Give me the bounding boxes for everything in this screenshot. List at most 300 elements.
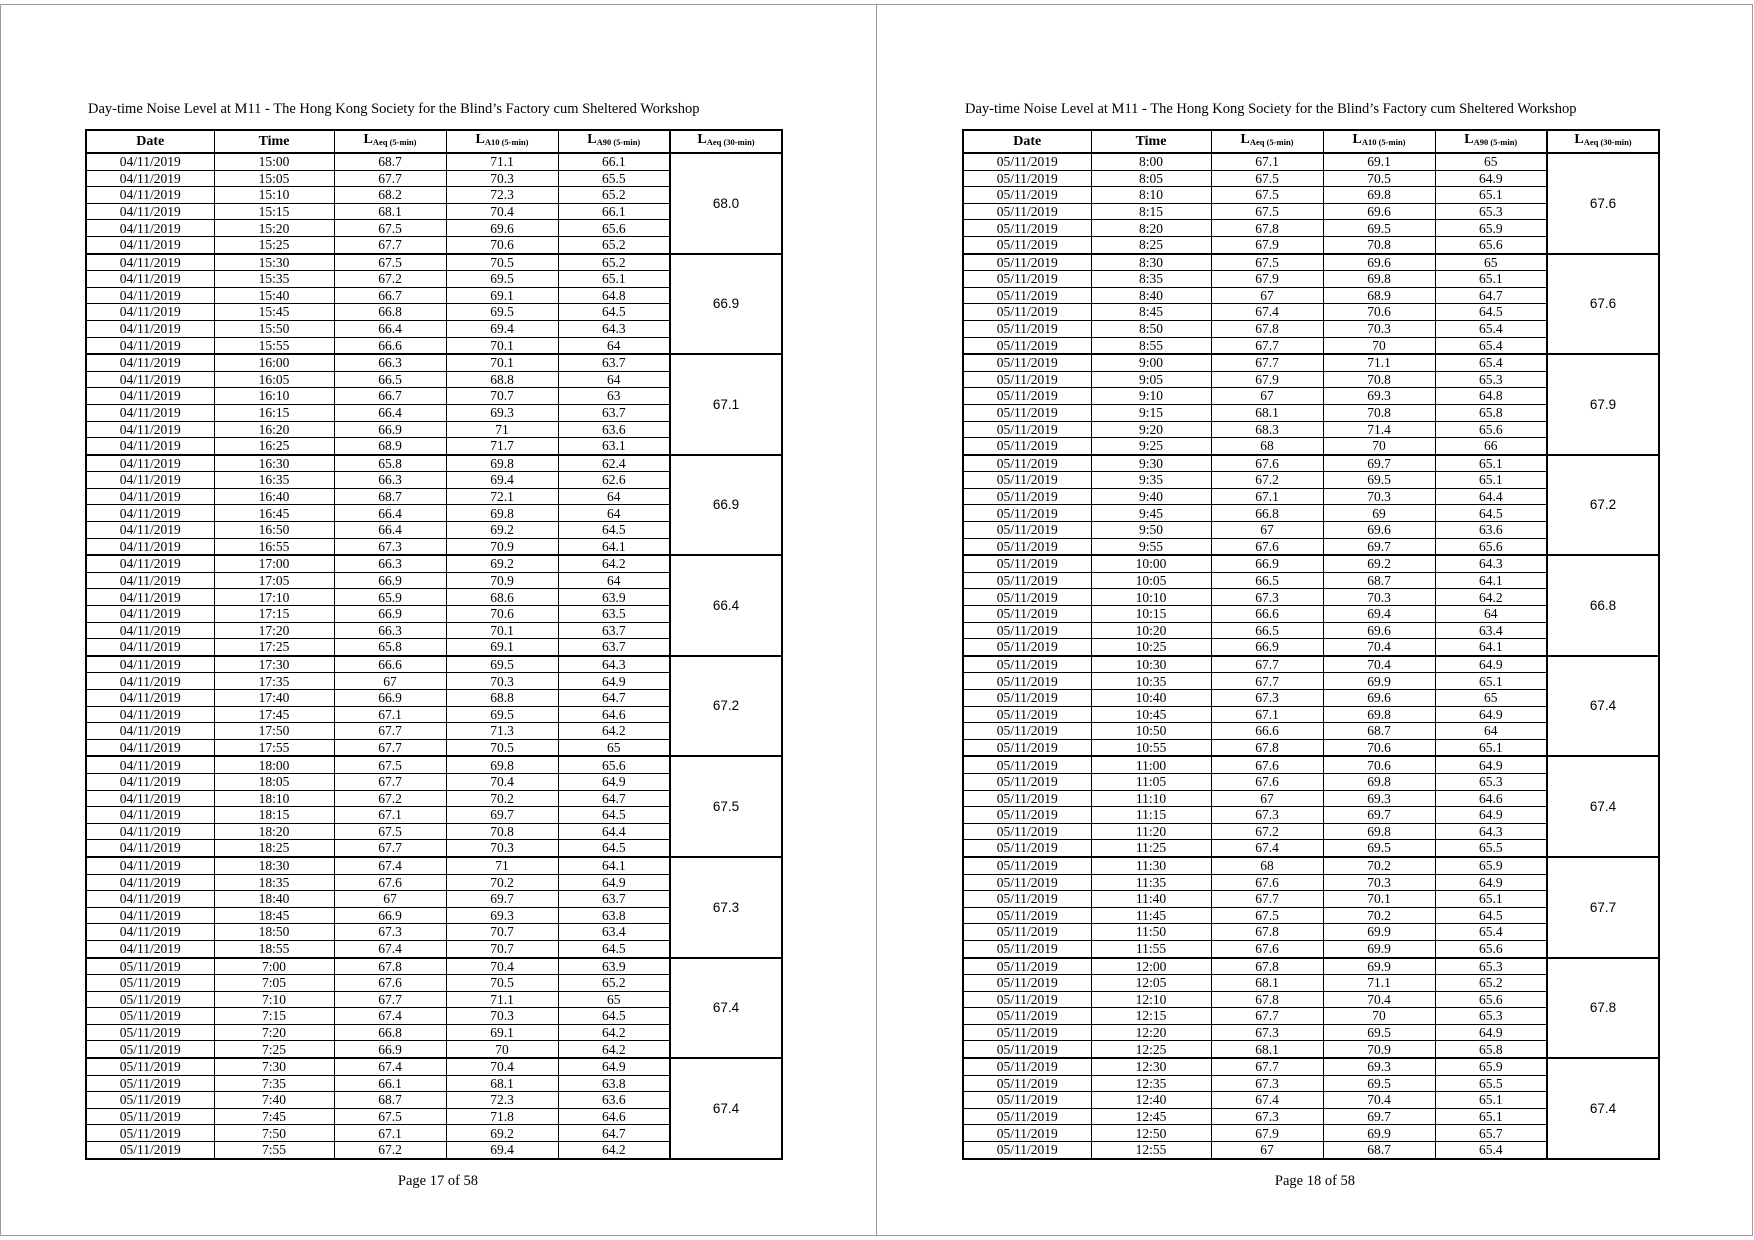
la90-5min-cell: 65: [558, 991, 670, 1008]
la90-5min-cell: 65.1: [1435, 673, 1547, 690]
date-cell: 04/11/2019: [86, 907, 214, 924]
time-cell: 16:15: [214, 404, 334, 421]
table-row: [963, 555, 1659, 572]
la90-5min-cell: 64.2: [558, 555, 670, 572]
laeq-30min-cell: 67.4: [1547, 756, 1659, 857]
la10-5min-cell: 69.5: [446, 656, 558, 673]
date-cell: 05/11/2019: [963, 337, 1091, 354]
la90-5min-cell: 65.3: [1435, 958, 1547, 975]
time-cell: 16:00: [214, 354, 334, 371]
la90-5min-cell: 65.1: [1435, 739, 1547, 756]
la90-5min-cell: 65.8: [1435, 1041, 1547, 1058]
date-cell: 04/11/2019: [86, 287, 214, 304]
la10-5min-cell: 69.9: [1323, 673, 1435, 690]
date-cell: 04/11/2019: [86, 874, 214, 891]
la90-5min-cell: 65.4: [1435, 924, 1547, 941]
date-cell: 04/11/2019: [86, 337, 214, 354]
date-cell: 05/11/2019: [86, 1108, 214, 1125]
la10-5min-cell: 70.9: [446, 572, 558, 589]
date-cell: 05/11/2019: [963, 1058, 1091, 1075]
la10-5min-cell: 69.9: [1323, 924, 1435, 941]
time-cell: 16:05: [214, 371, 334, 388]
la10-5min-cell: 72.1: [446, 488, 558, 505]
time-cell: 7:20: [214, 1024, 334, 1041]
date-cell: 05/11/2019: [963, 404, 1091, 421]
time-cell: 9:55: [1091, 538, 1211, 555]
la10-5min-cell: 68.7: [1323, 723, 1435, 740]
la10-5min-cell: 71.7: [446, 438, 558, 455]
la10-5min-cell: 69.5: [1323, 220, 1435, 237]
table-row: [86, 153, 782, 170]
time-cell: 16:40: [214, 488, 334, 505]
time-cell: 18:45: [214, 907, 334, 924]
la10-5min-cell: 70.7: [446, 388, 558, 405]
time-cell: 15:20: [214, 220, 334, 237]
laeq-5min-cell: 67.8: [334, 958, 446, 975]
date-cell: 05/11/2019: [963, 706, 1091, 723]
date-cell: 04/11/2019: [86, 220, 214, 237]
la10-5min-cell: 70.5: [446, 739, 558, 756]
time-cell: 10:15: [1091, 606, 1211, 623]
la90-5min-cell: 65.7: [1435, 1125, 1547, 1142]
time-cell: 8:25: [1091, 236, 1211, 253]
laeq-5min-cell: 67.8: [1211, 958, 1323, 975]
la90-5min-cell: 66.1: [558, 203, 670, 220]
laeq-5min-cell: 67.7: [1211, 337, 1323, 354]
la90-5min-cell: 64.5: [558, 940, 670, 957]
time-cell: 12:00: [1091, 958, 1211, 975]
la90-5min-cell: 64.9: [1435, 656, 1547, 673]
date-cell: 05/11/2019: [963, 1142, 1091, 1159]
time-cell: 9:05: [1091, 371, 1211, 388]
time-cell: 12:40: [1091, 1092, 1211, 1109]
laeq-5min-cell: 67: [334, 673, 446, 690]
table-row: [86, 1058, 782, 1075]
la10-5min-cell: 68.1: [446, 1075, 558, 1092]
laeq-5min-cell: 67: [1211, 388, 1323, 405]
la10-5min-cell: 72.3: [446, 1092, 558, 1109]
la90-5min-cell: 65.2: [1435, 975, 1547, 992]
la10-5min-cell: 69.8: [1323, 706, 1435, 723]
la10-5min-cell: 69.1: [446, 639, 558, 656]
date-cell: 05/11/2019: [963, 606, 1091, 623]
time-cell: 18:35: [214, 874, 334, 891]
laeq-5min-cell: 66.9: [334, 1041, 446, 1058]
laeq-5min-cell: 67.2: [1211, 823, 1323, 840]
laeq-5min-cell: 67.8: [1211, 739, 1323, 756]
time-cell: 11:30: [1091, 857, 1211, 874]
la90-5min-cell: 64.7: [1435, 287, 1547, 304]
date-cell: 04/11/2019: [86, 891, 214, 908]
la10-5min-cell: 69.5: [446, 271, 558, 288]
laeq-5min-cell: 66.6: [334, 656, 446, 673]
laeq-5min-cell: 66.6: [1211, 723, 1323, 740]
la90-5min-cell: 65.1: [1435, 1108, 1547, 1125]
la10-5min-cell: 70.7: [446, 924, 558, 941]
la90-5min-cell: 65.1: [1435, 455, 1547, 472]
page-17: [0, 0, 876, 1240]
la90-5min-cell: 64.5: [558, 1008, 670, 1025]
la10-5min-cell: 68.6: [446, 589, 558, 606]
laeq-30min-cell: 67.2: [1547, 455, 1659, 556]
la10-5min-cell: 69.5: [446, 304, 558, 321]
date-cell: 04/11/2019: [86, 236, 214, 253]
laeq-5min-cell: 66.5: [1211, 622, 1323, 639]
la90-5min-cell: 64: [1435, 606, 1547, 623]
time-cell: 10:50: [1091, 723, 1211, 740]
la90-5min-cell: 64.5: [1435, 907, 1547, 924]
la90-5min-cell: 64: [558, 371, 670, 388]
laeq-30min-cell: 67.6: [1547, 254, 1659, 355]
la90-5min-cell: 65.6: [558, 756, 670, 773]
date-header: Date: [86, 130, 214, 153]
laeq-5min-cell: 67.2: [334, 1142, 446, 1159]
la90-5min-cell: 64: [558, 337, 670, 354]
la90-5min-cell: 65.6: [1435, 940, 1547, 957]
noise-table: [962, 129, 1660, 1160]
la90-5min-cell: 64.3: [558, 656, 670, 673]
la10-5min-cell: 71.1: [1323, 975, 1435, 992]
table-title: Day-time Noise Level at M11 - The Hong Kong Society for the Blind’s Factory cum Sheltered Workshop: [965, 101, 1577, 117]
date-cell: 04/11/2019: [86, 723, 214, 740]
laeq-30min-cell: 67.4: [1547, 1058, 1659, 1159]
time-header: Time: [1091, 130, 1211, 153]
time-cell: 8:00: [1091, 153, 1211, 170]
la10-5min-cell: 69.8: [446, 756, 558, 773]
la90-5min-header: $L_{A90 (5-min)}$: [558, 130, 670, 153]
la90-5min-cell: 65.1: [558, 271, 670, 288]
date-cell: 05/11/2019: [86, 1142, 214, 1159]
laeq-5min-cell: 68.7: [334, 1092, 446, 1109]
laeq-5min-cell: 67.3: [334, 538, 446, 555]
laeq-5min-cell: 67.8: [1211, 320, 1323, 337]
la90-5min-cell: 63.7: [558, 354, 670, 371]
date-cell: 05/11/2019: [963, 522, 1091, 539]
date-cell: 05/11/2019: [963, 891, 1091, 908]
laeq-30min-cell: 67.7: [1547, 857, 1659, 958]
la10-5min-cell: 70.4: [1323, 639, 1435, 656]
date-cell: 05/11/2019: [86, 958, 214, 975]
time-cell: 16:10: [214, 388, 334, 405]
la10-5min-cell: 70.8: [446, 823, 558, 840]
la90-5min-cell: 65.2: [558, 187, 670, 204]
la10-5min-cell: 70: [1323, 438, 1435, 455]
laeq-5min-cell: 67.1: [1211, 488, 1323, 505]
date-cell: 04/11/2019: [86, 320, 214, 337]
la90-5min-cell: 64.2: [558, 1142, 670, 1159]
la90-5min-cell: 64.9: [1435, 1024, 1547, 1041]
time-cell: 11:35: [1091, 874, 1211, 891]
la10-5min-cell: 68.9: [1323, 287, 1435, 304]
la90-5min-cell: 65.4: [1435, 1142, 1547, 1159]
date-cell: 05/11/2019: [963, 639, 1091, 656]
laeq-30min-cell: 67.4: [670, 1058, 782, 1159]
table-row: [86, 455, 782, 472]
la10-5min-cell: 71.8: [446, 1108, 558, 1125]
laeq-5min-cell: 67.3: [1211, 690, 1323, 707]
date-header: Date: [963, 130, 1091, 153]
time-cell: 12:25: [1091, 1041, 1211, 1058]
date-cell: 05/11/2019: [963, 187, 1091, 204]
time-cell: 18:40: [214, 891, 334, 908]
laeq-5min-cell: 67.5: [1211, 170, 1323, 187]
date-cell: 04/11/2019: [86, 739, 214, 756]
laeq-5min-cell: 67.7: [1211, 656, 1323, 673]
date-cell: 05/11/2019: [963, 455, 1091, 472]
laeq-30min-cell: 67.6: [1547, 153, 1659, 254]
date-cell: 05/11/2019: [963, 203, 1091, 220]
la10-5min-cell: 69.3: [446, 404, 558, 421]
la90-5min-cell: 63.4: [558, 924, 670, 941]
time-cell: 12:45: [1091, 1108, 1211, 1125]
date-cell: 05/11/2019: [86, 1024, 214, 1041]
time-cell: 10:20: [1091, 622, 1211, 639]
date-cell: 05/11/2019: [963, 555, 1091, 572]
laeq-5min-cell: 67.3: [1211, 1075, 1323, 1092]
la90-5min-cell: 63.5: [558, 606, 670, 623]
laeq-5min-cell: 66.3: [334, 354, 446, 371]
time-cell: 10:05: [1091, 572, 1211, 589]
laeq-5min-cell: 67.7: [334, 170, 446, 187]
date-cell: 04/11/2019: [86, 371, 214, 388]
time-cell: 18:55: [214, 940, 334, 957]
time-cell: 15:25: [214, 236, 334, 253]
la10-5min-cell: 69.3: [1323, 1058, 1435, 1075]
la10-5min-cell: 69.5: [446, 706, 558, 723]
la10-5min-cell: 70.9: [1323, 1041, 1435, 1058]
la90-5min-cell: 65.6: [1435, 991, 1547, 1008]
laeq-5min-header: $L_{Aeq (5-min)}$: [1211, 130, 1323, 153]
la90-5min-cell: 64.2: [558, 723, 670, 740]
la10-5min-cell: 70.4: [446, 773, 558, 790]
date-cell: 05/11/2019: [86, 1075, 214, 1092]
table-row: [963, 455, 1659, 472]
laeq-5min-cell: 66.8: [334, 304, 446, 321]
laeq-5min-cell: 67.3: [1211, 807, 1323, 824]
la10-5min-header: $L_{A10 (5-min)}$: [1323, 130, 1435, 153]
la10-5min-cell: 70.4: [1323, 991, 1435, 1008]
laeq-5min-cell: 67.1: [334, 807, 446, 824]
la90-5min-cell: 64.6: [558, 706, 670, 723]
time-cell: 17:40: [214, 690, 334, 707]
time-cell: 10:00: [1091, 555, 1211, 572]
la10-5min-cell: 69.2: [446, 522, 558, 539]
table-row: [86, 857, 782, 874]
table-row: [963, 958, 1659, 975]
la90-5min-cell: 64.4: [558, 823, 670, 840]
date-cell: 04/11/2019: [86, 756, 214, 773]
laeq-5min-cell: 67.6: [1211, 756, 1323, 773]
laeq-5min-cell: 66.9: [334, 421, 446, 438]
laeq-5min-cell: 68.1: [1211, 975, 1323, 992]
time-cell: 9:00: [1091, 354, 1211, 371]
laeq-5min-cell: 66.6: [334, 337, 446, 354]
la10-5min-cell: 69.9: [1323, 958, 1435, 975]
time-cell: 12:30: [1091, 1058, 1211, 1075]
date-cell: 04/11/2019: [86, 589, 214, 606]
la90-5min-cell: 64.5: [558, 304, 670, 321]
time-cell: 17:20: [214, 622, 334, 639]
laeq-5min-cell: 67.5: [1211, 907, 1323, 924]
date-cell: 05/11/2019: [963, 823, 1091, 840]
la10-5min-cell: 69.3: [446, 907, 558, 924]
time-cell: 7:25: [214, 1041, 334, 1058]
laeq-5min-cell: 66.5: [1211, 572, 1323, 589]
la90-5min-cell: 63.7: [558, 404, 670, 421]
time-cell: 12:05: [1091, 975, 1211, 992]
date-cell: 05/11/2019: [963, 958, 1091, 975]
la90-5min-cell: 65.4: [1435, 337, 1547, 354]
la10-5min-cell: 69.5: [1323, 472, 1435, 489]
laeq-5min-cell: 67.3: [1211, 1108, 1323, 1125]
date-cell: 05/11/2019: [963, 1008, 1091, 1025]
time-cell: 16:25: [214, 438, 334, 455]
laeq-30min-cell: 66.4: [670, 555, 782, 656]
date-cell: 04/11/2019: [86, 673, 214, 690]
date-cell: 05/11/2019: [963, 723, 1091, 740]
time-cell: 8:20: [1091, 220, 1211, 237]
date-cell: 05/11/2019: [86, 1125, 214, 1142]
la90-5min-cell: 62.6: [558, 472, 670, 489]
table-row: [963, 656, 1659, 673]
date-cell: 05/11/2019: [963, 271, 1091, 288]
time-cell: 9:10: [1091, 388, 1211, 405]
la10-5min-cell: 71.3: [446, 723, 558, 740]
time-cell: 17:10: [214, 589, 334, 606]
laeq-5min-cell: 67.8: [1211, 220, 1323, 237]
table-row: [963, 1058, 1659, 1075]
time-cell: 18:20: [214, 823, 334, 840]
time-cell: 8:10: [1091, 187, 1211, 204]
la90-5min-cell: 65.9: [1435, 1058, 1547, 1075]
time-cell: 10:55: [1091, 739, 1211, 756]
la90-5min-cell: 65.8: [1435, 404, 1547, 421]
la10-5min-cell: 70.4: [1323, 1092, 1435, 1109]
laeq-5min-cell: 67.4: [334, 940, 446, 957]
la10-5min-cell: 69.7: [446, 807, 558, 824]
date-cell: 05/11/2019: [963, 622, 1091, 639]
la10-5min-cell: 70.1: [1323, 891, 1435, 908]
date-cell: 05/11/2019: [963, 153, 1091, 170]
date-cell: 05/11/2019: [86, 1041, 214, 1058]
laeq-5min-cell: 67.8: [1211, 924, 1323, 941]
date-cell: 04/11/2019: [86, 538, 214, 555]
laeq-5min-cell: 67.5: [1211, 203, 1323, 220]
la10-5min-cell: 70.3: [446, 840, 558, 857]
la10-5min-cell: 70.6: [446, 606, 558, 623]
la90-5min-cell: 65.1: [1435, 271, 1547, 288]
la90-5min-cell: 64.5: [1435, 505, 1547, 522]
la90-5min-cell: 63.6: [558, 1092, 670, 1109]
laeq-5min-cell: 67.6: [1211, 874, 1323, 891]
laeq-5min-cell: 66.4: [334, 522, 446, 539]
la10-5min-cell: 70.3: [1323, 320, 1435, 337]
la10-5min-cell: 70.1: [446, 354, 558, 371]
time-cell: 18:25: [214, 840, 334, 857]
time-cell: 17:05: [214, 572, 334, 589]
la10-5min-cell: 70.8: [1323, 236, 1435, 253]
la90-5min-cell: 62.4: [558, 455, 670, 472]
date-cell: 05/11/2019: [963, 1108, 1091, 1125]
table-row: [86, 958, 782, 975]
laeq-5min-cell: 67.2: [334, 790, 446, 807]
date-cell: 04/11/2019: [86, 203, 214, 220]
la10-5min-cell: 69.6: [446, 220, 558, 237]
la90-5min-cell: 65.2: [558, 254, 670, 271]
time-cell: 7:30: [214, 1058, 334, 1075]
la90-5min-cell: 65.5: [1435, 840, 1547, 857]
laeq-5min-cell: 66.8: [1211, 505, 1323, 522]
la10-5min-cell: 70.8: [1323, 371, 1435, 388]
date-cell: 04/11/2019: [86, 404, 214, 421]
laeq-5min-cell: 65.8: [334, 455, 446, 472]
la90-5min-cell: 64.8: [1435, 388, 1547, 405]
la90-5min-cell: 64.2: [1435, 589, 1547, 606]
laeq-30min-cell: 67.2: [670, 656, 782, 757]
la10-5min-cell: 70.2: [446, 874, 558, 891]
la10-5min-cell: 70.4: [446, 958, 558, 975]
la10-5min-cell: 71.1: [1323, 354, 1435, 371]
time-cell: 9:25: [1091, 438, 1211, 455]
time-cell: 18:10: [214, 790, 334, 807]
la90-5min-cell: 65.4: [1435, 320, 1547, 337]
laeq-5min-cell: 67.6: [1211, 940, 1323, 957]
laeq-5min-cell: 67.4: [334, 857, 446, 874]
la90-5min-cell: 65.4: [1435, 354, 1547, 371]
header-row: [963, 130, 1659, 153]
date-cell: 04/11/2019: [86, 840, 214, 857]
la90-5min-cell: 64.9: [1435, 874, 1547, 891]
time-cell: 8:15: [1091, 203, 1211, 220]
time-cell: 7:00: [214, 958, 334, 975]
laeq-5min-cell: 66.9: [334, 606, 446, 623]
laeq-5min-cell: 67.7: [334, 236, 446, 253]
la10-5min-cell: 69.1: [446, 287, 558, 304]
time-cell: 7:15: [214, 1008, 334, 1025]
date-cell: 05/11/2019: [963, 589, 1091, 606]
la10-5min-cell: 69.7: [1323, 1108, 1435, 1125]
time-cell: 17:15: [214, 606, 334, 623]
date-cell: 04/11/2019: [86, 421, 214, 438]
time-cell: 15:00: [214, 153, 334, 170]
la90-5min-cell: 64: [1435, 723, 1547, 740]
laeq-5min-cell: 67.7: [1211, 1058, 1323, 1075]
laeq-5min-cell: 66.5: [334, 371, 446, 388]
la90-5min-cell: 66: [1435, 438, 1547, 455]
date-cell: 05/11/2019: [963, 991, 1091, 1008]
date-cell: 05/11/2019: [963, 1041, 1091, 1058]
laeq-5min-cell: 67.6: [334, 874, 446, 891]
la90-5min-cell: 65.5: [558, 170, 670, 187]
laeq-30min-cell: 67.4: [670, 958, 782, 1059]
date-cell: 04/11/2019: [86, 773, 214, 790]
time-cell: 7:50: [214, 1125, 334, 1142]
la10-5min-cell: 70: [1323, 337, 1435, 354]
date-cell: 04/11/2019: [86, 807, 214, 824]
la10-5min-cell: 71: [446, 421, 558, 438]
date-cell: 05/11/2019: [963, 320, 1091, 337]
la10-5min-cell: 69: [1323, 505, 1435, 522]
laeq-5min-cell: 67.6: [334, 975, 446, 992]
table-row: [86, 656, 782, 673]
date-cell: 05/11/2019: [86, 975, 214, 992]
la90-5min-cell: 65.9: [1435, 220, 1547, 237]
la10-5min-cell: 69.8: [446, 505, 558, 522]
date-cell: 05/11/2019: [963, 790, 1091, 807]
date-cell: 04/11/2019: [86, 170, 214, 187]
date-cell: 04/11/2019: [86, 187, 214, 204]
date-cell: 05/11/2019: [963, 236, 1091, 253]
